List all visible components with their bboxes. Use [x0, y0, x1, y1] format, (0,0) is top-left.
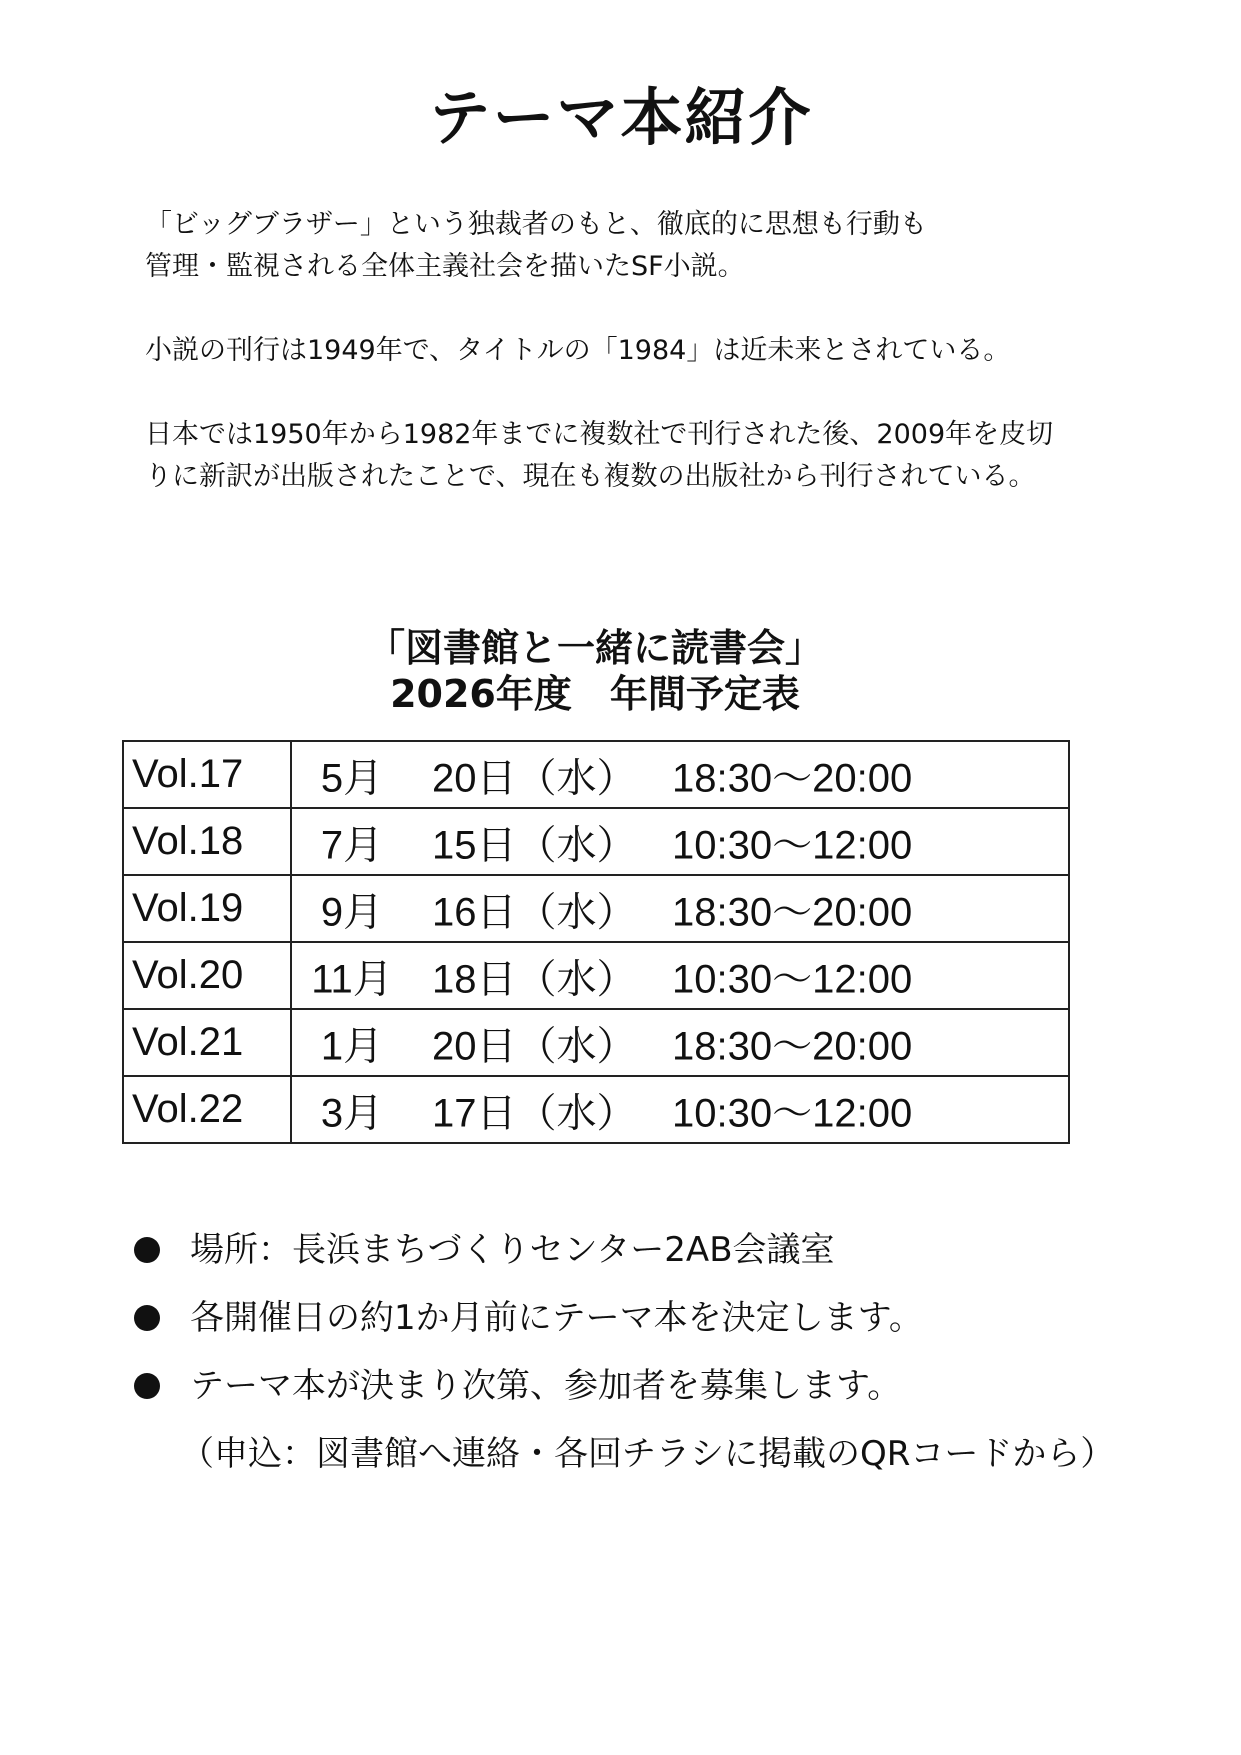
- table-row: [123, 942, 1069, 1009]
- vol-cell: Vol.19: [123, 875, 291, 942]
- intro-paragraph-2: 小説の刊行は1949年で、タイトルの「1984」は近未来とされている。: [145, 335, 1011, 366]
- vol-cell: Vol.22: [123, 1076, 291, 1143]
- intro-section: [145, 204, 1165, 540]
- table-row: [123, 1009, 1069, 1076]
- application-note: （申込：図書館へ連絡・各回チラシに掲載のQRコードから）: [180, 1434, 1115, 1474]
- table-row: [123, 808, 1069, 875]
- date-cell: [291, 875, 1069, 942]
- note-text: 場所：長浜まちづくりセンター2AB会議室: [190, 1230, 835, 1270]
- month-text: 11月: [311, 957, 393, 1001]
- table-row: [123, 741, 1069, 808]
- bullet-icon: [134, 1305, 160, 1331]
- table-row: [123, 1076, 1069, 1143]
- table-row: [123, 875, 1069, 942]
- vol-cell: Vol.18: [123, 808, 291, 875]
- note-text: テーマ本が決まり次第、参加者を募集します。: [190, 1366, 902, 1406]
- vol-cell: Vol.21: [123, 1009, 291, 1076]
- day-text: 15日（水）: [432, 823, 637, 867]
- month-text: 1月: [320, 1024, 384, 1068]
- time-text: 10:30～12:00: [672, 957, 913, 1001]
- month-text: 9月: [320, 890, 384, 934]
- schedule-heading-line2: 2026年度 年間予定表: [390, 672, 800, 716]
- note-item-recruitment: [130, 1366, 1130, 1434]
- schedule-heading-line1: 「図書館と一緒に読書会」: [366, 626, 823, 670]
- notes-section: [130, 1230, 1130, 1474]
- time-text: 10:30～12:00: [672, 1091, 913, 1135]
- bullet-icon: [134, 1373, 160, 1399]
- time-text: 18:30～20:00: [672, 1024, 913, 1068]
- date-cell: [291, 942, 1069, 1009]
- note-item-theme-decision: [130, 1298, 1130, 1366]
- time-text: 10:30～12:00: [672, 823, 913, 867]
- month-text: 7月: [320, 823, 384, 867]
- intro-paragraph-3: 日本では1950年から1982年までに複数社で刊行された後、2009年を皮切 りに新訳が出版されたことで、現在も複数の出版社から刊行されている。: [145, 419, 1054, 492]
- month-text: 3月: [320, 1091, 384, 1135]
- intro-paragraph-1: 「ビッグブラザー」という独裁者のもと、徹底的に思想も行動も 管理・監視される全体主義社会を描いたSF小説。: [145, 209, 927, 282]
- schedule-table: [122, 740, 1070, 1144]
- day-text: 16日（水）: [432, 890, 637, 934]
- time-text: 18:30～20:00: [672, 890, 913, 934]
- date-cell: [291, 1076, 1069, 1143]
- date-cell: [291, 1009, 1069, 1076]
- page-title: テーマ本紹介: [428, 81, 813, 154]
- vol-cell: Vol.17: [123, 741, 291, 808]
- bullet-icon: [134, 1237, 160, 1263]
- month-text: 5月: [320, 756, 384, 800]
- time-text: 18:30～20:00: [672, 756, 913, 800]
- day-text: 20日（水）: [432, 756, 637, 800]
- day-text: 17日（水）: [432, 1091, 637, 1135]
- date-cell: [291, 808, 1069, 875]
- note-text: 各開催日の約1か月前にテーマ本を決定します。: [190, 1298, 923, 1338]
- vol-cell: Vol.20: [123, 942, 291, 1009]
- day-text: 18日（水）: [432, 957, 637, 1001]
- date-cell: [291, 741, 1069, 808]
- note-item-location: [130, 1230, 1130, 1298]
- day-text: 20日（水）: [432, 1024, 637, 1068]
- schedule-heading: [0, 625, 1190, 717]
